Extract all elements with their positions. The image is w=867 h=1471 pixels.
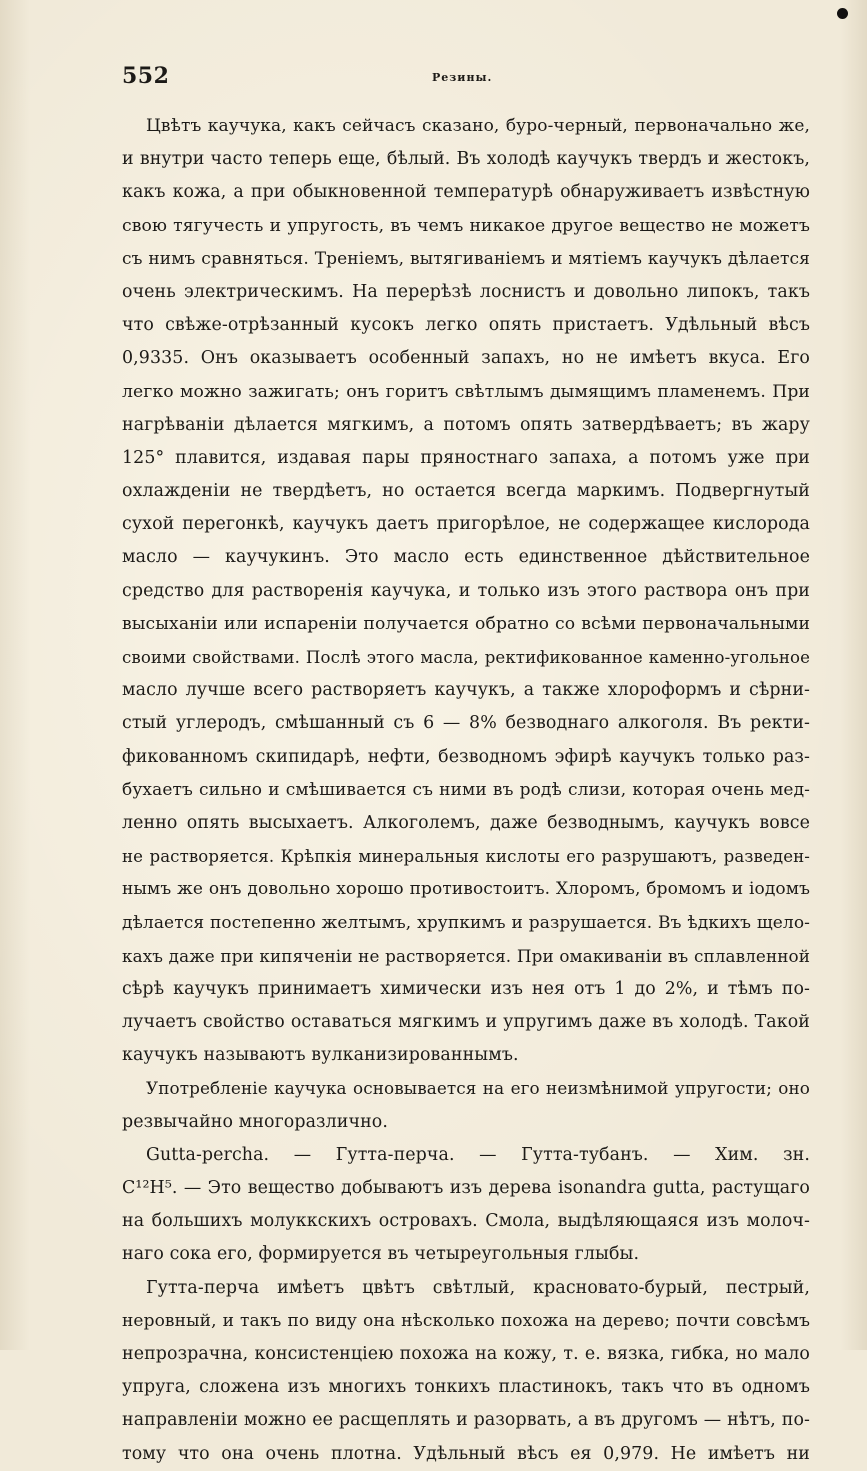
text-line: бухаетъ сильно и смѣшивается съ ними въ родѣ слизи, которая очень мед- <box>122 779 810 800</box>
text-line: Гутта-перча имѣетъ цвѣтъ свѣтлый, красновато-бурый, пестрый, <box>146 1277 810 1298</box>
text-line: непрозрачна, консистенцiею похожа на кожу, т. е. вязка, гибка, но мало <box>122 1343 810 1364</box>
text-line: очень электрическимъ. На перерѣзѣ лоснистъ и довольно липокъ, такъ <box>122 281 810 302</box>
page-header <box>122 63 812 93</box>
text-line: сѣрѣ каучукъ принимаетъ химически изъ нея отъ 1 до 2%, и тѣмъ по- <box>122 978 810 999</box>
text-line: Gutta-percha. — Гутта-перча. — Гутта-тубанъ. — Хим. зн. <box>146 1144 810 1165</box>
text-line: фикованномъ скипидарѣ, нефти, безводномъ эфирѣ каучукъ только раз- <box>122 746 810 767</box>
text-line: высыханiи или испаренiи получается обратно со всѣми первоначальными <box>122 613 810 634</box>
text-line: средство для растворенiя каучука, и только изъ этого раствора онъ при <box>122 580 810 601</box>
text-line: упруга, сложена изъ многихъ тонкихъ пластинокъ, такъ что въ одномъ <box>122 1377 810 1398</box>
body-text <box>122 110 810 1471</box>
text-line: C¹²H⁵. — Это вещество добываютъ изъ дерева isonandra gutta, растущаго <box>122 1178 810 1198</box>
text-line: охлажденiи не твердѣетъ, но остается всегда маркимъ. Подвергнутый <box>122 481 810 502</box>
text-line: съ нимъ сравняться. Тренiемъ, вытягиванiемъ и мятiемъ каучукъ дѣлается <box>122 248 810 269</box>
text-line: неровный, и такъ по виду она нѣсколько похожа на дерево; почти совсѣмъ <box>122 1310 810 1331</box>
text-line: тому что она очень плотна. Удѣльный вѣсъ ея 0,979. Не имѣетъ ни <box>122 1443 810 1464</box>
page-number: 552 <box>122 63 170 89</box>
text-line: дѣлается постепенно желтымъ, хрупкимъ и разрушается. Въ ѣдкихъ щело- <box>122 912 810 933</box>
text-line: сухой перегонкѣ, каучукъ даетъ пригорѣлое, не содержащее кислорода <box>122 514 810 535</box>
text-line: какъ кожа, а при обыкновенной температурѣ обнаруживаетъ извѣстную <box>122 182 810 203</box>
text-line: ленно опять высыхаетъ. Алкоголемъ, даже безводнымъ, каучукъ вовсе <box>122 812 810 833</box>
text-line: масло лучше всего растворяетъ каучукъ, а также хлороформъ и сѣрни- <box>122 680 810 701</box>
text-line: не растворяется. Крѣпкiя минеральныя кислоты его разрушаютъ, разведен- <box>122 847 810 867</box>
text-line: наго сока его, формируется въ четыреугольныя глыбы. <box>122 1244 640 1265</box>
text-line: 125° плавится, издавая пары пряностнаго запаха, а потомъ уже при <box>122 447 810 468</box>
text-line: нагрѣванiи дѣлается мягкимъ, а потомъ опять затвердѣваетъ; въ жару <box>122 414 810 435</box>
text-line: кахъ даже при кипяченiи не растворяется. При омакиванiи въ сплавленной <box>122 945 810 966</box>
text-line: своими свойствами. Послѣ этого масла, ректификованное каменно-угольное <box>122 648 810 667</box>
text-line: Цвѣтъ каучука, какъ сейчасъ сказано, буро-черный, первоначально же, <box>146 116 810 136</box>
text-line: резвычайно многоразлично. <box>122 1111 388 1132</box>
text-line: каучукъ называютъ вулканизированнымъ. <box>122 1045 519 1066</box>
text-line: стый углеродъ, смѣшанный съ 6 — 8% безводнаго алкоголя. Въ ректи- <box>122 713 810 734</box>
running-head: Резины. <box>432 71 493 84</box>
text-line: направленiи можно ее расщеплять и разорвать, а въ другомъ — нѣтъ, по- <box>122 1410 810 1431</box>
text-line: 0,9335. Онъ оказываетъ особенный запахъ, но не имѣетъ вкуса. Его <box>122 348 810 369</box>
text-line: нымъ же онъ довольно хорошо противостоитъ. Хлоромъ, бромомъ и iодомъ <box>122 879 810 900</box>
text-line: свою тягучесть и упругость, въ чемъ никакое другое вещество не можетъ <box>122 215 810 236</box>
text-line: лучаетъ свойство оставаться мягкимъ и упругимъ даже въ холодѣ. Такой <box>122 1012 810 1033</box>
text-line: что свѣже-отрѣзанный кусокъ легко опять пристаетъ. Удѣльный вѣсъ <box>122 315 810 336</box>
ink-dot-mark <box>837 8 848 19</box>
text-line: на большихъ молуккскихъ островахъ. Смола, выдѣляющаяся изъ молоч- <box>122 1211 810 1232</box>
text-line: и внутри часто теперь еще, бѣлый. Въ холодѣ каучукъ твердъ и жестокъ, <box>122 149 810 170</box>
text-line: Употребленiе каучука основывается на его неизмѣнимой упругости; оно <box>146 1078 810 1099</box>
text-line: масло — каучукинъ. Это масло есть единственное дѣйствительное <box>122 547 810 568</box>
text-line: легко можно зажигать; онъ горитъ свѣтлымъ дымящимъ пламенемъ. При <box>122 381 810 402</box>
